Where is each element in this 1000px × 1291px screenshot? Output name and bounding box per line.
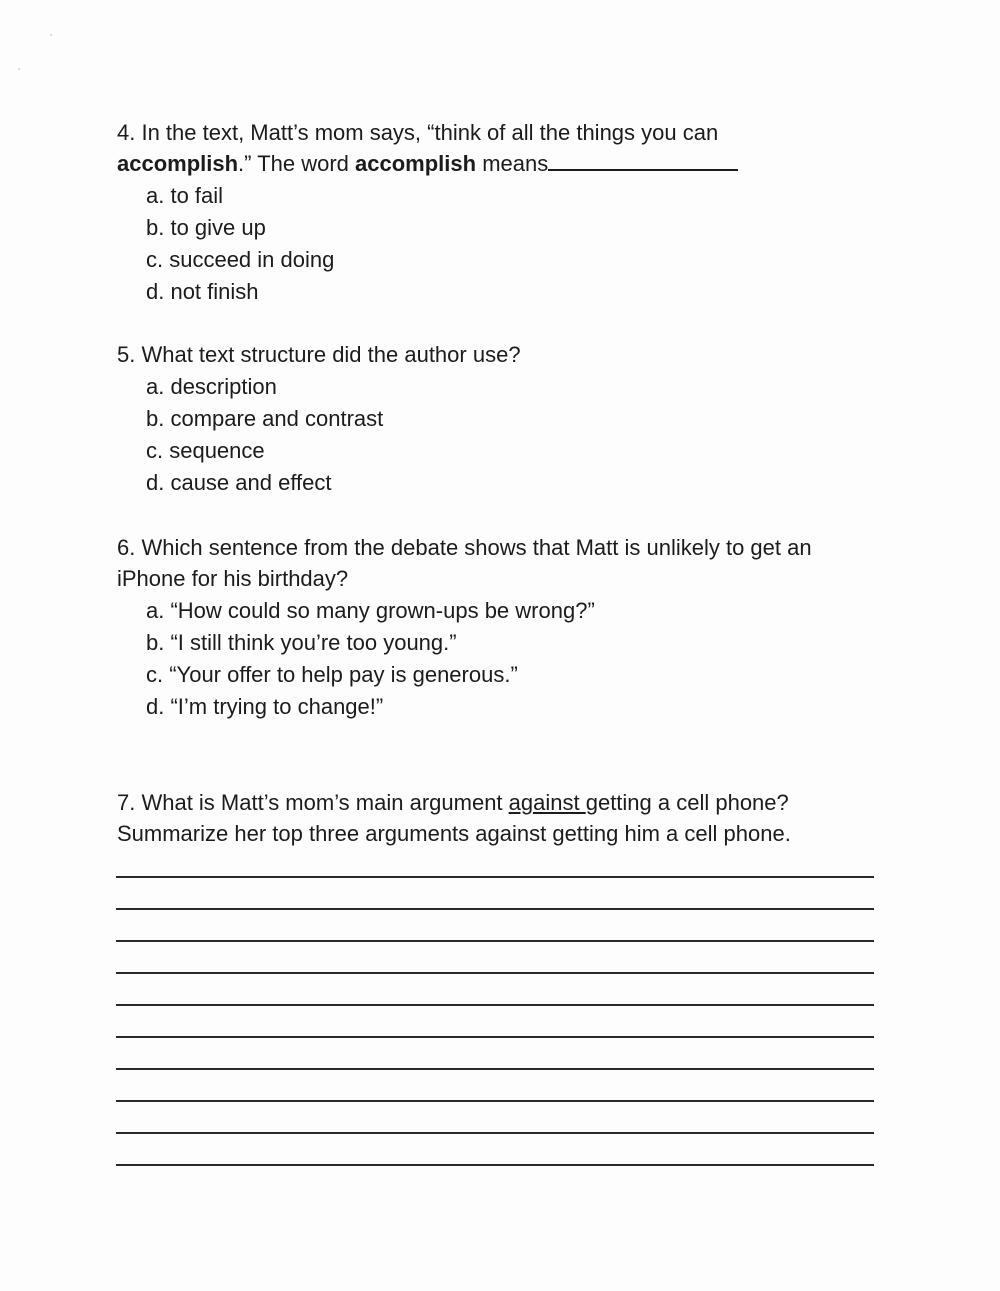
- question-4-line-1: 4. In the text, Matt’s mom says, “think of all the things you can: [117, 120, 719, 145]
- question-5-line-1: 5. What text structure did the author use?: [117, 342, 521, 367]
- underlined-term: against: [508, 790, 586, 815]
- question-7-text: 7. What is Matt’s mom’s main argument: [117, 790, 509, 815]
- writing-line[interactable]: [116, 1004, 874, 1006]
- scan-speck: [18, 68, 20, 70]
- question-5-options: [146, 371, 383, 499]
- option-5b[interactable]: b. compare and contrast: [146, 406, 384, 431]
- writing-line[interactable]: [116, 1036, 874, 1038]
- option-4c[interactable]: c. succeed in doing: [146, 247, 335, 272]
- question-6-line-2: iPhone for his birthday?: [117, 566, 349, 591]
- question-6: [117, 532, 812, 594]
- option-5a[interactable]: a. description: [146, 374, 277, 399]
- scan-speck: [50, 34, 52, 36]
- question-4-text: means: [476, 151, 549, 176]
- question-7-line-2: Summarize her top three arguments against getting him a cell phone.: [117, 821, 791, 846]
- writing-line[interactable]: [116, 972, 874, 974]
- answer-lines[interactable]: [116, 876, 874, 1196]
- bold-term: accomplish: [355, 151, 477, 176]
- question-7-text: getting a cell phone?: [585, 790, 789, 815]
- question-4-options: [146, 180, 334, 308]
- writing-line[interactable]: [116, 876, 874, 878]
- option-4b[interactable]: b. to give up: [146, 215, 266, 240]
- option-5c[interactable]: c. sequence: [146, 438, 265, 463]
- question-4-line-2: [117, 148, 738, 179]
- option-6b[interactable]: b. “I still think you’re too young.”: [146, 630, 457, 655]
- question-5: [117, 339, 521, 370]
- option-6d[interactable]: d. “I’m trying to change!”: [146, 694, 384, 719]
- option-5d[interactable]: d. cause and effect: [146, 470, 332, 495]
- answer-blank[interactable]: [548, 149, 738, 171]
- writing-line[interactable]: [116, 940, 874, 942]
- writing-line[interactable]: [116, 1164, 874, 1166]
- question-4: [117, 117, 738, 179]
- writing-line[interactable]: [116, 1132, 874, 1134]
- option-4d[interactable]: d. not finish: [146, 279, 259, 304]
- question-4-text: .” The word: [238, 151, 356, 176]
- option-6a[interactable]: a. “How could so many grown-ups be wrong?”: [146, 598, 595, 623]
- question-6-options: [146, 595, 595, 723]
- option-6c[interactable]: c. “Your offer to help pay is generous.”: [146, 662, 518, 687]
- question-6-line-1: 6. Which sentence from the debate shows that Matt is unlikely to get an: [117, 535, 812, 560]
- writing-line[interactable]: [116, 1068, 874, 1070]
- bold-term: accomplish: [117, 151, 239, 176]
- writing-line[interactable]: [116, 908, 874, 910]
- writing-line[interactable]: [116, 1100, 874, 1102]
- question-7: [117, 787, 791, 849]
- option-4a[interactable]: a. to fail: [146, 183, 224, 208]
- question-7-line-1: [117, 787, 791, 818]
